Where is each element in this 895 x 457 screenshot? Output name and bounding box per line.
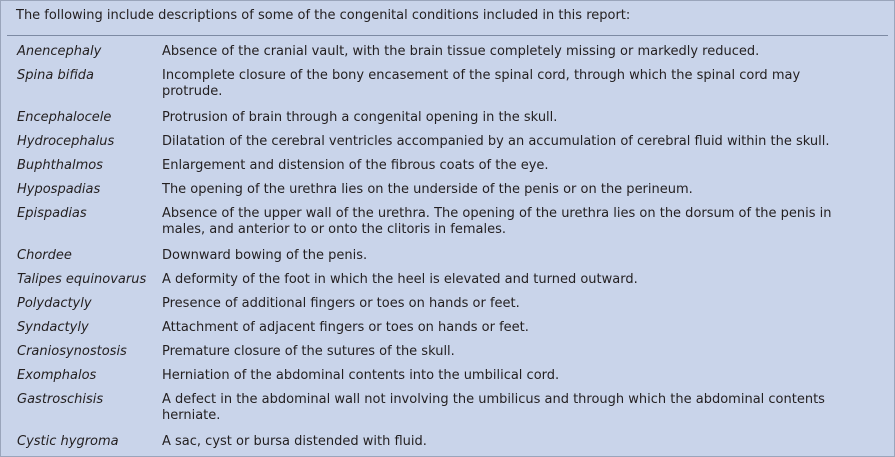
condition-definition: Absence of the upper wall of the urethra. The opening of the urethra lies on the dorsum of the penis in males, and anterior to or onto the clitoris in females. (162, 206, 832, 237)
condition-definition: Dilatation of the cerebral ventricles accompanied by an accumulation of cerebral fluid within the skull. (162, 134, 830, 149)
condition-definition: Downward bowing of the penis. (162, 248, 368, 263)
condition-term: Spina bifida (17, 68, 94, 83)
condition-term: Chordee (17, 248, 72, 263)
condition-definition: Absence of the cranial vault, with the brain tissue completely missing or markedly reduced. (162, 44, 760, 59)
condition-term: Craniosynostosis (17, 344, 127, 359)
condition-definition: Attachment of adjacent fingers or toes on hands or feet. (162, 320, 529, 335)
condition-definition: Enlargement and distension of the fibrous coats of the eye. (162, 158, 549, 173)
condition-definition: Incomplete closure of the bony encasement of the spinal cord, through which the spinal cord may protrude. (162, 68, 801, 99)
condition-term: Epispadias (17, 206, 87, 221)
condition-term: Buphthalmos (17, 158, 103, 173)
condition-term: Polydactyly (17, 296, 92, 311)
condition-definition: Presence of additional fingers or toes on hands or feet. (162, 296, 520, 311)
condition-definition: Protrusion of brain through a congenital opening in the skull. (162, 110, 558, 125)
condition-term: Hydrocephalus (17, 134, 115, 149)
condition-definition: The opening of the urethra lies on the underside of the penis or on the perineum. (162, 182, 693, 197)
divider (7, 35, 888, 36)
condition-term: Gastroschisis (17, 392, 104, 407)
intro-text: The following include descriptions of some of the congenital conditions included in this report: (16, 8, 631, 23)
condition-term: Talipes equinovarus (17, 272, 147, 287)
condition-term: Anencephaly (17, 44, 102, 59)
condition-term: Cystic hygroma (17, 434, 119, 449)
condition-term: Hypospadias (17, 182, 101, 197)
condition-term: Syndactyly (17, 320, 89, 335)
condition-definition: Premature closure of the sutures of the skull. (162, 344, 455, 359)
condition-term: Encephalocele (17, 110, 112, 125)
condition-definition: Herniation of the abdominal contents into the umbilical cord. (162, 368, 560, 383)
condition-definition: A sac, cyst or bursa distended with fluid. (162, 434, 427, 449)
condition-definition: A deformity of the foot in which the heel is elevated and turned outward. (162, 272, 638, 287)
condition-definition: A defect in the abdominal wall not involving the umbilicus and through which the abdominal contents herniate. (162, 392, 825, 423)
condition-term: Exomphalos (17, 368, 97, 383)
